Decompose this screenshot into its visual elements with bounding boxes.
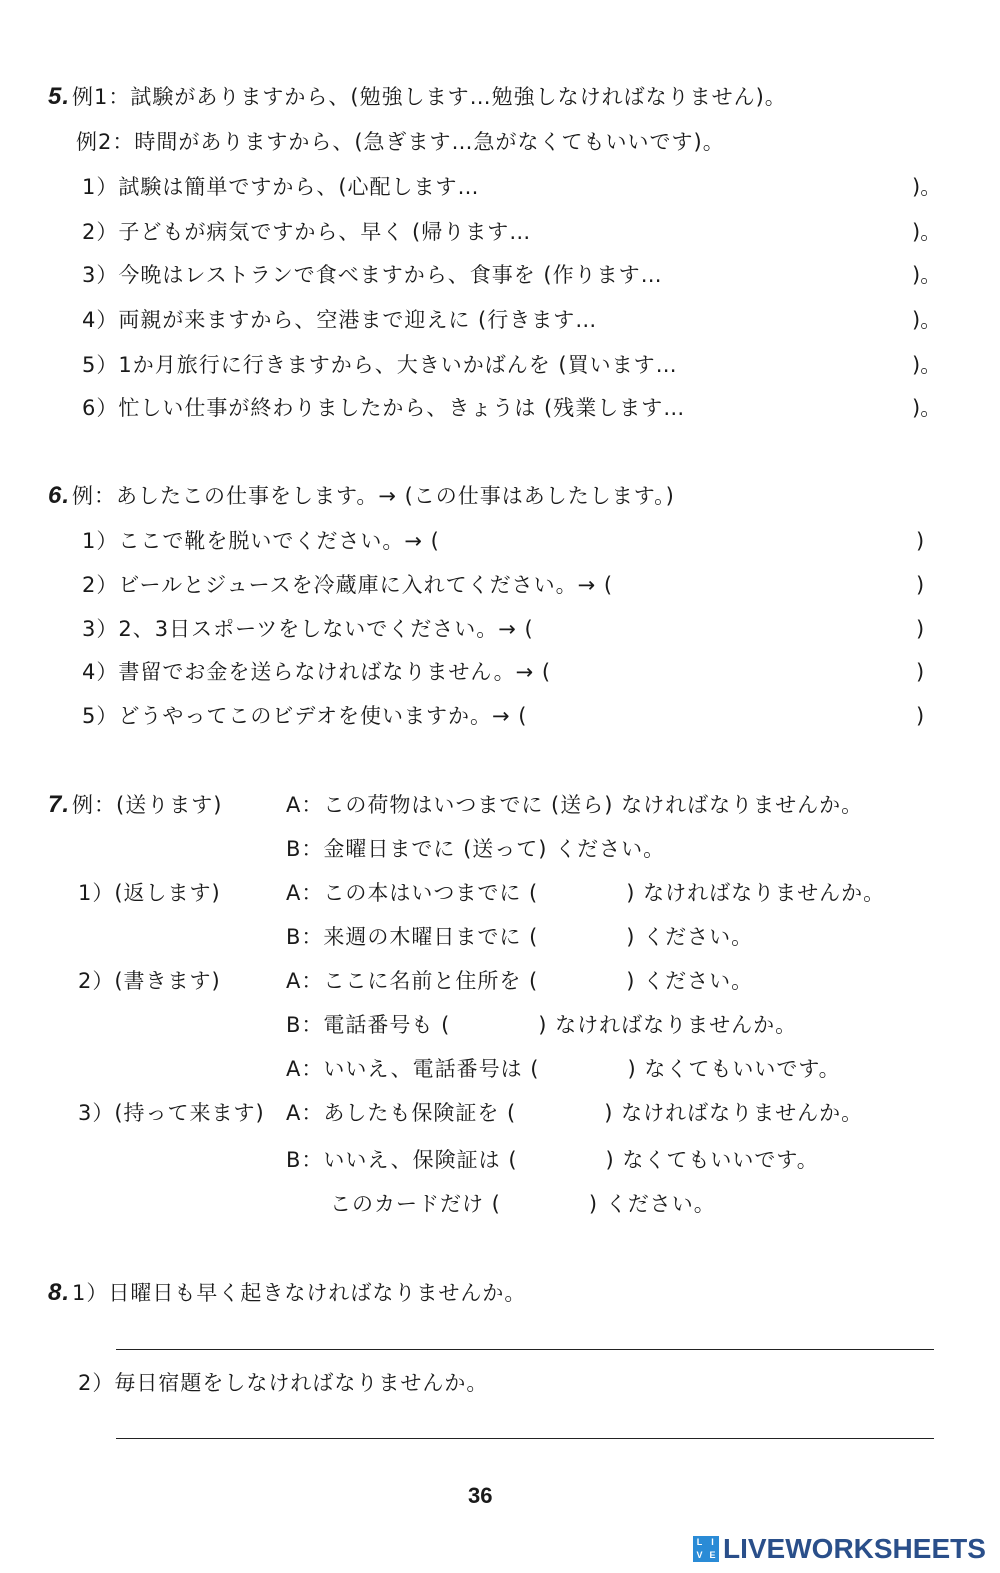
sec8-q1: [48, 1278, 526, 1308]
liveworksheets-logo-icon: [693, 1536, 719, 1562]
sec5-item-1: 1）試験は簡単ですから、(心配します…: [82, 175, 480, 199]
sec6-item-1: 1）ここで靴を脱いでください。→ (: [82, 529, 440, 553]
sec7-example-label: [48, 790, 222, 820]
sec5-item-2: 2）子どもが病気ですから、早く (帰ります…: [82, 220, 532, 244]
sec7-q2-label: 2）(書きます): [78, 969, 221, 993]
sec6-item-2-close: ): [916, 573, 925, 597]
sec5-example-1: [48, 82, 787, 112]
sec8-number: 8.: [48, 1279, 71, 1306]
logo-letter-e: E: [709, 1550, 716, 1560]
sec7-q3-label: 3）(持って来ます): [78, 1101, 265, 1125]
sec6-item-5: 5）どうやってこのビデオを使いますか。→ (: [82, 704, 528, 728]
sec6-example: [48, 481, 675, 511]
sec7-example-b: B：金曜日までに (送って) ください。: [286, 837, 666, 861]
liveworksheets-logo: [693, 1532, 993, 1566]
sec7-q3-c: このカードだけ ( ) ください。: [330, 1192, 716, 1216]
sec8-q2: 2）毎日宿題をしなければなりませんか。: [78, 1371, 489, 1395]
logo-letter-l: L: [696, 1537, 703, 1547]
sec6-item-2: 2）ビールとジュースを冷蔵庫に入れてください。→ (: [82, 573, 614, 597]
logo-letter-i: I: [711, 1537, 714, 1547]
sec7-q2-c: A：いいえ、電話番号は ( ) なくてもいいです。: [286, 1057, 841, 1081]
sec6-item-5-close: ): [916, 704, 925, 728]
sec8-answer-line-1[interactable]: [116, 1349, 934, 1350]
sec7-q2-b: B：電話番号も ( ) なければなりませんか。: [286, 1013, 798, 1037]
logo-letter-v: V: [696, 1550, 703, 1560]
sec5-example-2: 例2：時間がありますから、(急ぎます…急がなくてもいいです)。: [76, 130, 725, 154]
page-number: 36: [468, 1483, 493, 1508]
sec6-item-3: 3）2、3日スポーツをしないでください。→ (: [82, 617, 534, 641]
sec7-q2-a: A：ここに名前と住所を ( ) ください。: [286, 969, 754, 993]
sec5-item-5: 5）1か月旅行に行きますから、大きいかばんを (買います…: [82, 353, 678, 377]
sec6-example-text: 例：あしたこの仕事をします。→ (この仕事はあしたします。): [72, 484, 675, 508]
sec7-q3-a: A：あしたも保険証を ( ) なければなりませんか。: [286, 1101, 864, 1125]
sec7-q1-label: 1）(返します): [78, 881, 221, 905]
sec8-q1-text: 1）日曜日も早く起きなければなりませんか。: [72, 1281, 527, 1305]
sec5-item-4-close: )。: [912, 308, 942, 332]
sec5-number: 5.: [48, 83, 71, 110]
sec7-number: 7.: [48, 791, 71, 818]
sec5-example-1-text: 例1：試験がありますから、(勉強します…勉強しなければなりません)。: [72, 85, 787, 109]
sec5-item-5-close: )。: [912, 353, 942, 377]
sec5-item-6-close: )。: [912, 396, 942, 420]
sec6-item-4-close: ): [916, 660, 925, 684]
sec5-item-3-close: )。: [912, 263, 942, 287]
sec7-q3-b: B：いいえ、保険証は ( ) なくてもいいです。: [286, 1148, 819, 1172]
sec7-example-a: A：この荷物はいつまでに (送ら) なければなりませんか。: [286, 793, 864, 817]
sec5-item-1-close: )。: [912, 175, 942, 199]
sec5-item-6: 6）忙しい仕事が終わりましたから、きょうは (残業します…: [82, 396, 686, 420]
sec7-q1-b: B：来週の木曜日までに ( ) ください。: [286, 925, 754, 949]
sec5-item-2-close: )。: [912, 220, 942, 244]
sec6-item-4: 4）書留でお金を送らなければなりません。→ (: [82, 660, 552, 684]
sec5-item-3: 3）今晩はレストランで食べますから、食事を (作ります…: [82, 263, 663, 287]
sec6-item-3-close: ): [916, 617, 925, 641]
sec5-item-4: 4）両親が来ますから、空港まで迎えに (行きます…: [82, 308, 598, 332]
sec6-number: 6.: [48, 482, 71, 509]
liveworksheets-logo-text: LIVEWORKSHEETS: [723, 1533, 986, 1564]
sec8-answer-line-2[interactable]: [116, 1438, 934, 1439]
sec6-item-1-close: ): [916, 529, 925, 553]
sec7-q1-a: A：この本はいつまでに ( ) なければなりませんか。: [286, 881, 886, 905]
sec7-example-verb: 例：(送ります): [72, 793, 223, 817]
